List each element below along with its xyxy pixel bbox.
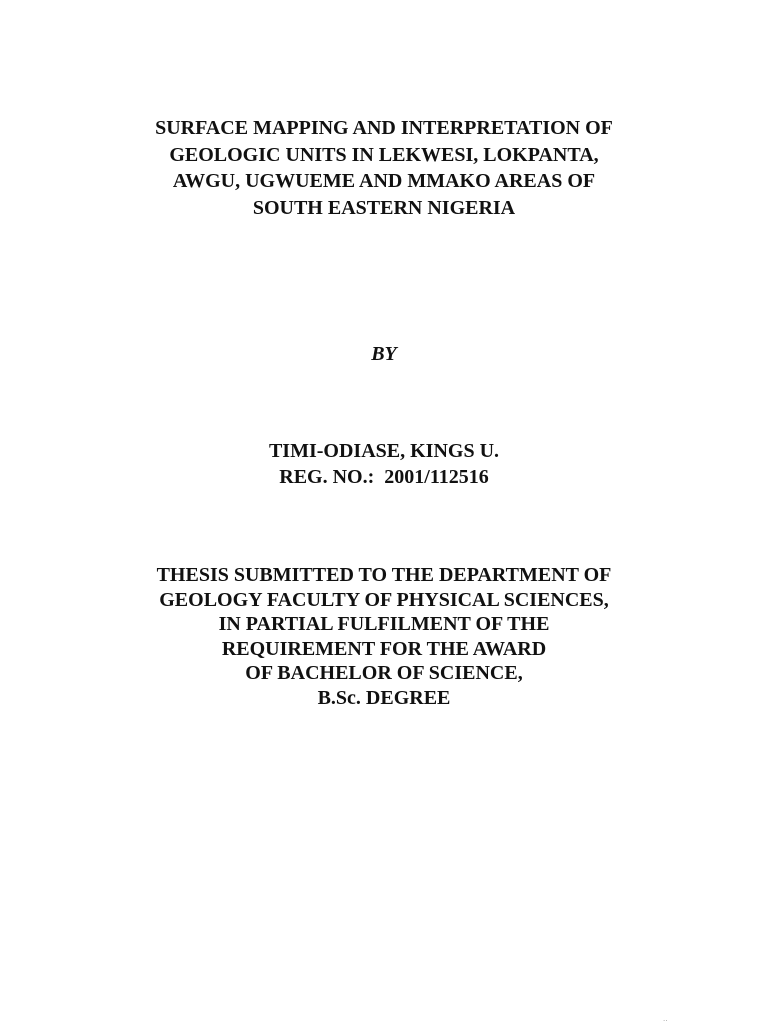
author-block (0, 438, 768, 490)
title-line: AWGU, UGWUEME AND MMAKO AREAS OF (172, 170, 596, 192)
thesis-line: IN PARTIAL FULFILMENT OF THE (218, 613, 550, 635)
thesis-title (0, 115, 768, 221)
thesis-line: GEOLOGY FACULTY OF PHYSICAL SCIENCES, (159, 588, 609, 611)
thesis-line: REQUIREMENT FOR THE AWARD (221, 637, 547, 660)
thesis-line: B.Sc. DEGREE (317, 686, 451, 709)
title-line: SURFACE MAPPING AND INTERPRETATION OF (155, 117, 613, 139)
thesis-line: OF BACHELOR OF SCIENCE, (245, 662, 523, 684)
title-line: SOUTH EASTERN NIGERIA (252, 196, 516, 219)
corner-mark: .. (663, 1014, 668, 1023)
title-line: GEOLOGIC UNITS IN LEKWESI, LOKPANTA, (169, 143, 599, 166)
author-name: TIMI-ODIASE, KINGS U. (268, 440, 500, 462)
registration-number: REG. NO.: 2001/112516 (279, 466, 489, 488)
thesis-statement (0, 563, 768, 710)
thesis-line: THESIS SUBMITTED TO THE DEPARTMENT OF (156, 564, 612, 586)
by-label: BY (371, 343, 397, 365)
